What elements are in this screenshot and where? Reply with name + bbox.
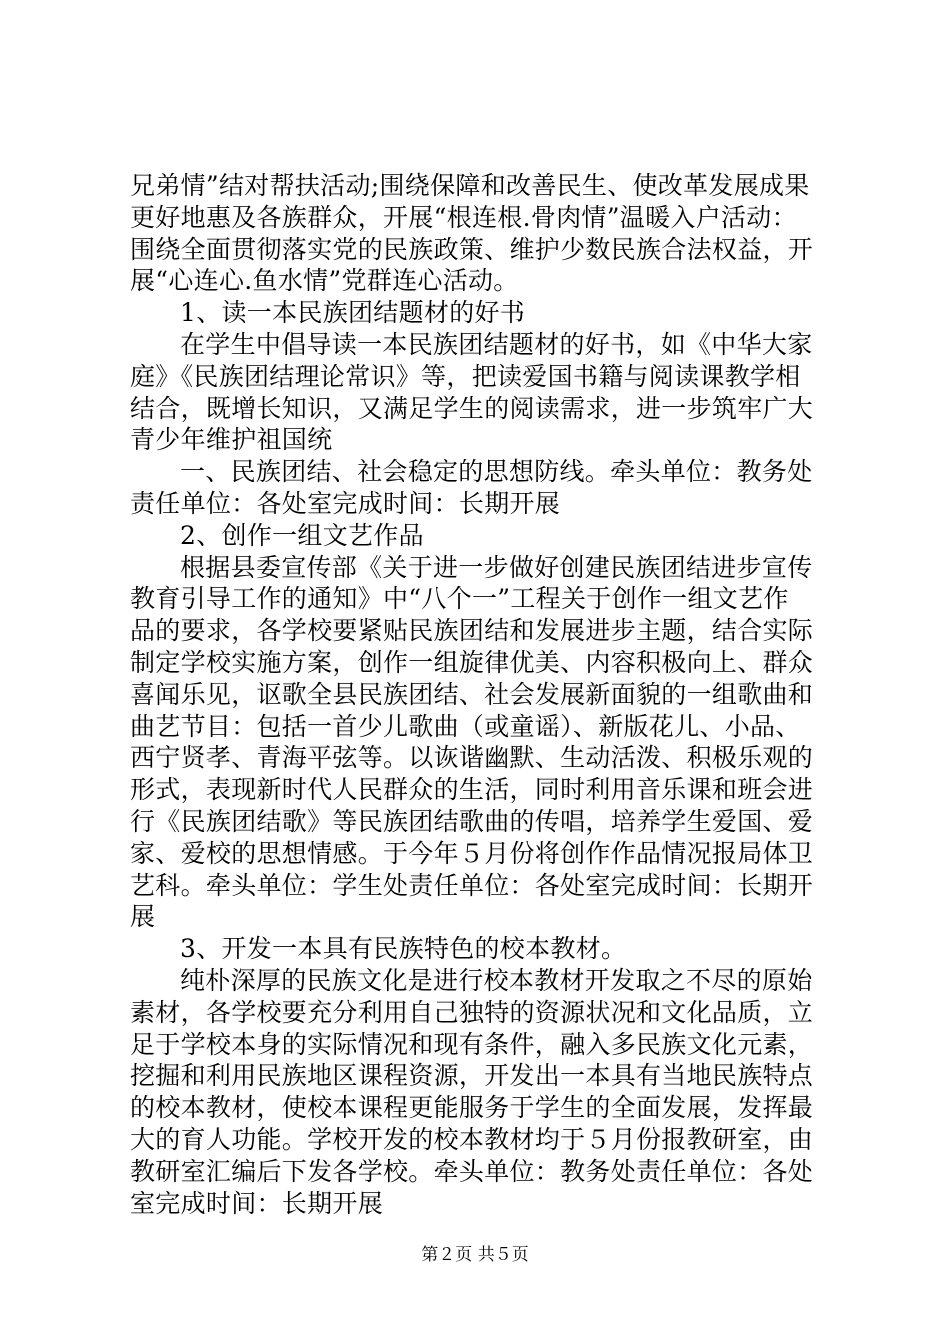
section-heading-1 (130, 297, 830, 329)
paragraph-6 (130, 552, 830, 934)
heading-line: 2、创作一组文艺作品 (180, 520, 424, 550)
text-line: 品的要求，各学校要紧贴民族团结和发展进步主题，结合实际 (130, 616, 814, 646)
text-line: 庭》《民族团结理论常识》等，把读爱国书籍与阅读课教学相 (130, 361, 801, 391)
text-line: 一、民族团结、社会稳定的思想防线。牵头单位：教务处 (180, 457, 813, 487)
text-line: 青少年维护祖国统 (130, 425, 333, 455)
text-line: 责任单位：各处室完成时间：长期开展 (130, 488, 561, 518)
heading-line: 1、读一本民族团结题材的好书 (180, 298, 526, 328)
text-line: 素材，各学校要充分利用自己独特的资源状况和文化品质，立 (130, 997, 814, 1027)
text-line: 根据县委宣传部《关于进一步做好创建民族团结进步宣传 (180, 552, 813, 582)
text-line: 足于学校本身的实际情况和现有条件，融入多民族文化元素， (130, 1029, 814, 1059)
text-line: 家、爱校的思想情感。于今年５月份将创作作品情况报局体卫 (130, 838, 814, 868)
text-line: 的校本教材，使校本课程更能服务于学生的全面发展，发挥最 (130, 1093, 814, 1123)
text-line: 形式，表现新时代人民群众的生活，同时利用音乐课和班会进 (130, 775, 814, 805)
text-line: 教育引导工作的通知》中“八个一”工程关于创作一组文艺作 (130, 584, 789, 614)
text-line: 制定学校实施方案，创作一组旋律优美、内容积极向上、群众 (130, 647, 814, 677)
text-line: 挖掘和利用民族地区课程资源，开发出一本具有当地民族特点 (130, 1061, 814, 1091)
paragraph-8 (130, 965, 830, 1219)
section-heading-2 (130, 520, 830, 552)
text-line: 结合，既增长知识，又满足学生的阅读需求，进一步筑牢广大 (130, 393, 814, 423)
paragraph-3 (130, 329, 830, 456)
text-line: 围绕全面贯彻落实党的民族政策、维护少数民族合法权益，开 (130, 234, 814, 264)
text-line: 曲艺节目：包括一首少儿歌曲（或童谣）、新版花儿、小品、 (130, 711, 801, 741)
page-number-footer: 第２页 共５页 (421, 1245, 529, 1265)
text-line: 展 (130, 902, 156, 932)
paragraph-1 (130, 170, 830, 297)
section-heading-3 (130, 933, 830, 965)
heading-line: 3、开发一本具有民族特色的校本教材。 (180, 934, 627, 964)
text-line: 行《民族团结歌》等民族团结歌曲的传唱，培养学生爱国、爱 (130, 806, 814, 836)
document-body (130, 170, 830, 1219)
text-line: 更好地惠及各族群众，开展“根连根.骨肉情”温暖入户活动： (130, 202, 797, 232)
text-line: 艺科。牵头单位：学生处责任单位：各处室完成时间：长期开 (130, 870, 814, 900)
text-line: 教研室汇编后下发各学校。牵头单位：教务处责任单位：各处 (130, 1156, 814, 1186)
text-line: 展“心连心.鱼水情”党群连心活动。 (130, 266, 519, 296)
text-line: 兄弟情”结对帮扶活动;围绕保障和改善民生、使改革发展成果 (130, 171, 810, 200)
text-line: 喜闻乐见，讴歌全县民族团结、社会发展新面貌的一组歌曲和 (130, 679, 814, 709)
text-line: 室完成时间：长期开展 (130, 1188, 384, 1218)
text-line: 西宁贤孝、青海平弦等。以诙谐幽默、生动活泼、积极乐观的 (130, 743, 814, 773)
paragraph-4 (130, 456, 830, 520)
text-line: 大的育人功能。学校开发的校本教材均于５月份报教研室，由 (130, 1124, 814, 1154)
text-line: 纯朴深厚的民族文化是进行校本教材开发取之不尽的原始 (180, 965, 813, 995)
text-line: 在学生中倡导读一本民族团结题材的好书，如《中华大家 (180, 329, 813, 359)
